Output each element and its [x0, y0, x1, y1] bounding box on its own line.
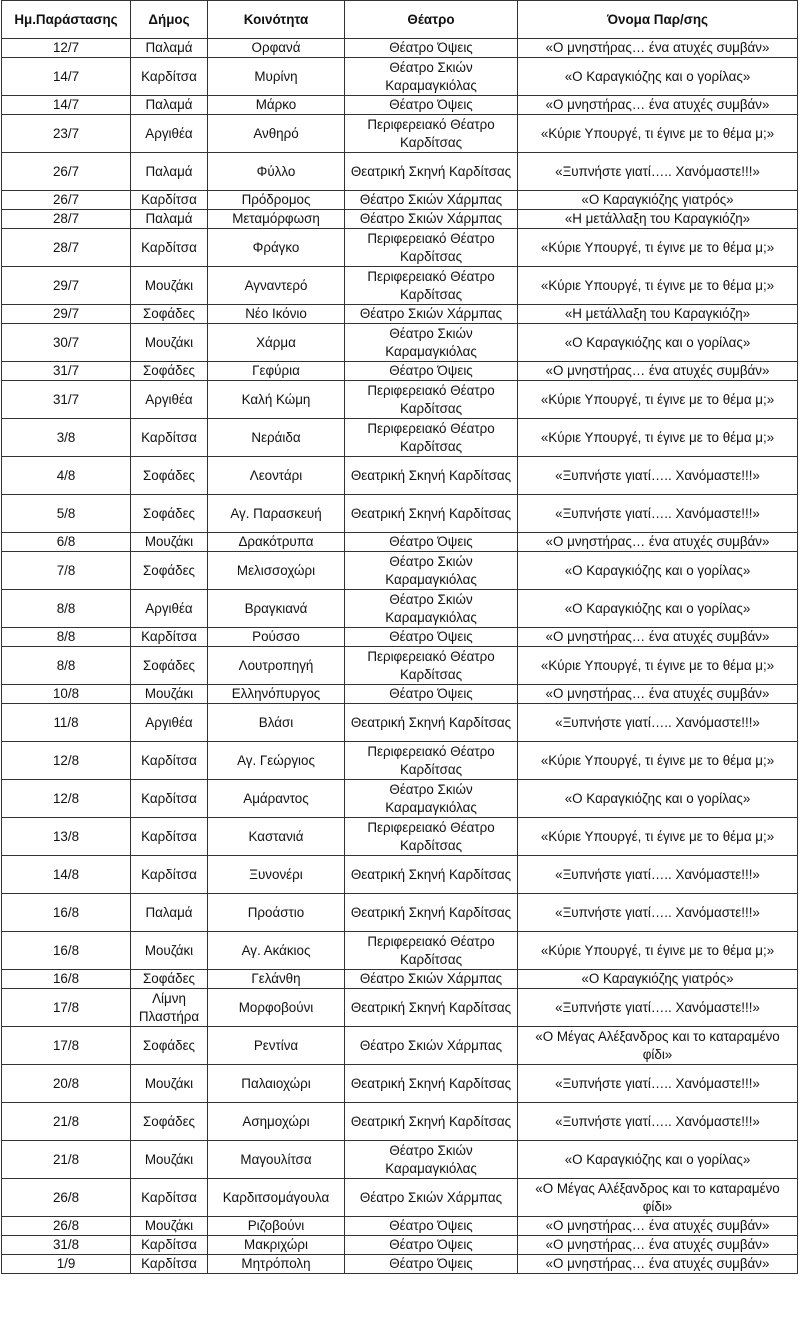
- table-row: [2, 210, 798, 229]
- cell-show: «Η μετάλλαξη του Καραγκιόζη»: [518, 210, 798, 229]
- cell-municipality: Μουζάκι: [131, 267, 208, 305]
- cell-municipality: Σοφάδες: [131, 362, 208, 381]
- cell-theater: Θέατρο Σκιών Καραμαγκιόλας: [345, 552, 518, 590]
- cell-municipality: Σοφάδες: [131, 552, 208, 590]
- cell-date: 7/8: [2, 552, 131, 590]
- table-row: [2, 39, 798, 58]
- table-row: [2, 381, 798, 419]
- cell-community: Νεράιδα: [208, 419, 345, 457]
- cell-theater: Θεατρική Σκηνή Καρδίτσας: [345, 1103, 518, 1141]
- cell-municipality: Μουζάκι: [131, 324, 208, 362]
- cell-theater: Θεατρική Σκηνή Καρδίτσας: [345, 495, 518, 533]
- cell-community: Αμάραντος: [208, 780, 345, 818]
- cell-community: Καστανιά: [208, 818, 345, 856]
- table-row: [2, 419, 798, 457]
- cell-date: 31/7: [2, 362, 131, 381]
- header-date: Ημ.Παράστασης: [2, 1, 131, 39]
- cell-show: «Ο Καραγκιόζης γιατρός»: [518, 970, 798, 989]
- cell-show: «Ο μνηστήρας… ένα ατυχές συμβάν»: [518, 1217, 798, 1236]
- cell-date: 14/8: [2, 856, 131, 894]
- cell-community: Μελισσοχώρι: [208, 552, 345, 590]
- cell-show: «Ο μνηστήρας… ένα ατυχές συμβάν»: [518, 533, 798, 552]
- table-row: [2, 970, 798, 989]
- cell-date: 5/8: [2, 495, 131, 533]
- cell-show: «Κύριε Υπουργέ, τι έγινε με το θέμα μ;»: [518, 932, 798, 970]
- table-row: [2, 267, 798, 305]
- table-row: [2, 115, 798, 153]
- cell-date: 6/8: [2, 533, 131, 552]
- cell-show: «Ξυπνήστε γιατί….. Χανόμαστε!!!»: [518, 989, 798, 1027]
- cell-date: 17/8: [2, 1027, 131, 1065]
- cell-date: 12/8: [2, 742, 131, 780]
- cell-community: Γεφύρια: [208, 362, 345, 381]
- table-row: [2, 647, 798, 685]
- cell-community: Μαγουλίτσα: [208, 1141, 345, 1179]
- cell-municipality: Μουζάκι: [131, 1065, 208, 1103]
- table-row: [2, 1217, 798, 1236]
- cell-date: 29/7: [2, 305, 131, 324]
- table-row: [2, 685, 798, 704]
- table-row: [2, 628, 798, 647]
- cell-theater: Θέατρο Όψεις: [345, 685, 518, 704]
- cell-show: «Κύριε Υπουργέ, τι έγινε με το θέμα μ;»: [518, 742, 798, 780]
- cell-community: Αγ. Ακάκιος: [208, 932, 345, 970]
- cell-show: «Ο μνηστήρας… ένα ατυχές συμβάν»: [518, 39, 798, 58]
- cell-community: Αγναντερό: [208, 267, 345, 305]
- cell-show: «Ο Καραγκιόζης και ο γορίλας»: [518, 552, 798, 590]
- cell-date: 23/7: [2, 115, 131, 153]
- table-row: [2, 457, 798, 495]
- cell-date: 28/7: [2, 229, 131, 267]
- cell-community: Αγ. Γεώργιος: [208, 742, 345, 780]
- table-body: [2, 39, 798, 1274]
- cell-theater: Θέατρο Όψεις: [345, 1217, 518, 1236]
- cell-municipality: Καρδίτσα: [131, 1179, 208, 1217]
- cell-theater: Περιφερειακό Θέατρο Καρδίτσας: [345, 647, 518, 685]
- cell-theater: Θέατρο Σκιών Χάρμπας: [345, 1179, 518, 1217]
- cell-community: Μακριχώρι: [208, 1236, 345, 1255]
- header-community: Κοινότητα: [208, 1, 345, 39]
- cell-community: Ρεντίνα: [208, 1027, 345, 1065]
- table-row: [2, 894, 798, 932]
- cell-date: 8/8: [2, 628, 131, 647]
- cell-date: 17/8: [2, 989, 131, 1027]
- table-row: [2, 533, 798, 552]
- cell-show: «Ο μνηστήρας… ένα ατυχές συμβάν»: [518, 1255, 798, 1274]
- cell-community: Λουτροπηγή: [208, 647, 345, 685]
- cell-show: «Κύριε Υπουργέ, τι έγινε με το θέμα μ;»: [518, 419, 798, 457]
- cell-municipality: Μουζάκι: [131, 685, 208, 704]
- cell-theater: Θεατρική Σκηνή Καρδίτσας: [345, 894, 518, 932]
- cell-theater: Θέατρο Όψεις: [345, 362, 518, 381]
- cell-show: «Κύριε Υπουργέ, τι έγινε με το θέμα μ;»: [518, 229, 798, 267]
- cell-theater: Θέατρο Σκιών Χάρμπας: [345, 210, 518, 229]
- cell-theater: Θέατρο Σκιών Καραμαγκιόλας: [345, 590, 518, 628]
- cell-community: Βλάσι: [208, 704, 345, 742]
- cell-show: «Κύριε Υπουργέ, τι έγινε με το θέμα μ;»: [518, 818, 798, 856]
- cell-community: Πρόδρομος: [208, 191, 345, 210]
- table-row: [2, 932, 798, 970]
- cell-community: Προάστιο: [208, 894, 345, 932]
- cell-date: 28/7: [2, 210, 131, 229]
- cell-community: Λεοντάρι: [208, 457, 345, 495]
- table-row: [2, 1236, 798, 1255]
- table-row: [2, 1141, 798, 1179]
- cell-date: 26/7: [2, 191, 131, 210]
- cell-municipality: Καρδίτσα: [131, 628, 208, 647]
- cell-theater: Θέατρο Όψεις: [345, 628, 518, 647]
- cell-municipality: Καρδίτσα: [131, 1236, 208, 1255]
- cell-municipality: Παλαμά: [131, 39, 208, 58]
- cell-theater: Θέατρο Όψεις: [345, 39, 518, 58]
- table-row: [2, 742, 798, 780]
- table-row: [2, 153, 798, 191]
- cell-date: 13/8: [2, 818, 131, 856]
- cell-theater: Θέατρο Όψεις: [345, 1236, 518, 1255]
- cell-show: «Ξυπνήστε γιατί….. Χανόμαστε!!!»: [518, 1103, 798, 1141]
- cell-municipality: Παλαμά: [131, 894, 208, 932]
- cell-community: Καλή Κώμη: [208, 381, 345, 419]
- table-row: [2, 1179, 798, 1217]
- cell-show: «Ο Καραγκιόζης και ο γορίλας»: [518, 1141, 798, 1179]
- cell-date: 16/8: [2, 932, 131, 970]
- cell-show: «Ο μνηστήρας… ένα ατυχές συμβάν»: [518, 685, 798, 704]
- cell-theater: Θέατρο Σκιών Καραμαγκιόλας: [345, 324, 518, 362]
- cell-date: 16/8: [2, 970, 131, 989]
- cell-show: «Ξυπνήστε γιατί….. Χανόμαστε!!!»: [518, 856, 798, 894]
- table-row: [2, 590, 798, 628]
- cell-municipality: Καρδίτσα: [131, 1255, 208, 1274]
- cell-municipality: Καρδίτσα: [131, 58, 208, 96]
- cell-date: 20/8: [2, 1065, 131, 1103]
- table-row: [2, 704, 798, 742]
- cell-show: «Ξυπνήστε γιατί….. Χανόμαστε!!!»: [518, 457, 798, 495]
- cell-community: Ξυνονέρι: [208, 856, 345, 894]
- cell-community: Φύλλο: [208, 153, 345, 191]
- cell-community: Ρούσσο: [208, 628, 345, 647]
- performances-table: [1, 0, 798, 1274]
- cell-date: 21/8: [2, 1141, 131, 1179]
- cell-community: Γελάνθη: [208, 970, 345, 989]
- table-row: [2, 552, 798, 590]
- cell-theater: Θέατρο Σκιών Χάρμπας: [345, 191, 518, 210]
- cell-show: «Ο Καραγκιόζης και ο γορίλας»: [518, 780, 798, 818]
- cell-municipality: Καρδίτσα: [131, 780, 208, 818]
- cell-community: Ριζοβούνι: [208, 1217, 345, 1236]
- cell-municipality: Λίμνη Πλαστήρα: [131, 989, 208, 1027]
- cell-theater: Περιφερειακό Θέατρο Καρδίτσας: [345, 267, 518, 305]
- cell-date: 26/8: [2, 1179, 131, 1217]
- cell-municipality: Μουζάκι: [131, 932, 208, 970]
- cell-date: 12/7: [2, 39, 131, 58]
- cell-show: «Ο μνηστήρας… ένα ατυχές συμβάν»: [518, 1236, 798, 1255]
- cell-theater: Περιφερειακό Θέατρο Καρδίτσας: [345, 932, 518, 970]
- cell-theater: Θεατρική Σκηνή Καρδίτσας: [345, 1065, 518, 1103]
- cell-date: 3/8: [2, 419, 131, 457]
- table-row: [2, 1027, 798, 1065]
- cell-date: 8/8: [2, 590, 131, 628]
- cell-theater: Θεατρική Σκηνή Καρδίτσας: [345, 457, 518, 495]
- cell-municipality: Σοφάδες: [131, 1103, 208, 1141]
- cell-municipality: Καρδίτσα: [131, 229, 208, 267]
- cell-municipality: Σοφάδες: [131, 495, 208, 533]
- cell-theater: Περιφερειακό Θέατρο Καρδίτσας: [345, 229, 518, 267]
- cell-community: Μορφοβούνι: [208, 989, 345, 1027]
- cell-date: 8/8: [2, 647, 131, 685]
- cell-theater: Θέατρο Όψεις: [345, 1255, 518, 1274]
- cell-date: 11/8: [2, 704, 131, 742]
- cell-date: 16/8: [2, 894, 131, 932]
- table-row: [2, 818, 798, 856]
- cell-date: 4/8: [2, 457, 131, 495]
- cell-community: Ανθηρό: [208, 115, 345, 153]
- cell-date: 21/8: [2, 1103, 131, 1141]
- cell-date: 12/8: [2, 780, 131, 818]
- cell-theater: Θεατρική Σκηνή Καρδίτσας: [345, 989, 518, 1027]
- cell-community: Βραγκιανά: [208, 590, 345, 628]
- cell-show: «Ξυπνήστε γιατί….. Χανόμαστε!!!»: [518, 153, 798, 191]
- cell-community: Χάρμα: [208, 324, 345, 362]
- cell-municipality: Παλαμά: [131, 210, 208, 229]
- cell-show: «Ο Καραγκιόζης και ο γορίλας»: [518, 58, 798, 96]
- cell-show: «Ο Καραγκιόζης γιατρός»: [518, 191, 798, 210]
- table-row: [2, 989, 798, 1027]
- cell-show: «Κύριε Υπουργέ, τι έγινε με το θέμα μ;»: [518, 647, 798, 685]
- cell-municipality: Σοφάδες: [131, 647, 208, 685]
- cell-theater: Θέατρο Σκιών Χάρμπας: [345, 1027, 518, 1065]
- table-row: [2, 324, 798, 362]
- cell-theater: Θέατρο Σκιών Χάρμπας: [345, 305, 518, 324]
- cell-municipality: Παλαμά: [131, 96, 208, 115]
- cell-municipality: Σοφάδες: [131, 1027, 208, 1065]
- header-show: Όνομα Παρ/σης: [518, 1, 798, 39]
- header-municipality: Δήμος: [131, 1, 208, 39]
- cell-show: «Ξυπνήστε γιατί….. Χανόμαστε!!!»: [518, 894, 798, 932]
- cell-theater: Περιφερειακό Θέατρο Καρδίτσας: [345, 818, 518, 856]
- table-row: [2, 1103, 798, 1141]
- cell-municipality: Σοφάδες: [131, 970, 208, 989]
- cell-municipality: Καρδίτσα: [131, 818, 208, 856]
- table-row: [2, 780, 798, 818]
- table-row: [2, 1255, 798, 1274]
- cell-municipality: Καρδίτσα: [131, 191, 208, 210]
- cell-community: Παλαιοχώρι: [208, 1065, 345, 1103]
- cell-community: Νέο Ικόνιο: [208, 305, 345, 324]
- cell-theater: Θέατρο Όψεις: [345, 533, 518, 552]
- cell-municipality: Μουζάκι: [131, 533, 208, 552]
- cell-theater: Θεατρική Σκηνή Καρδίτσας: [345, 704, 518, 742]
- table-row: [2, 1065, 798, 1103]
- cell-show: «Ο Καραγκιόζης και ο γορίλας»: [518, 590, 798, 628]
- cell-municipality: Μουζάκι: [131, 1141, 208, 1179]
- cell-municipality: Καρδίτσα: [131, 856, 208, 894]
- cell-municipality: Αργιθέα: [131, 590, 208, 628]
- cell-show: «Η μετάλλαξη του Καραγκιόζη»: [518, 305, 798, 324]
- cell-community: Δρακότρυπα: [208, 533, 345, 552]
- cell-community: Καρδιτσομάγουλα: [208, 1179, 345, 1217]
- cell-community: Αγ. Παρασκευή: [208, 495, 345, 533]
- cell-community: Μητρόπολη: [208, 1255, 345, 1274]
- cell-show: «Κύριε Υπουργέ, τι έγινε με το θέμα μ;»: [518, 381, 798, 419]
- cell-theater: Θέατρο Σκιών Χάρμπας: [345, 970, 518, 989]
- cell-community: Μάρκο: [208, 96, 345, 115]
- table-row: [2, 229, 798, 267]
- cell-municipality: Σοφάδες: [131, 305, 208, 324]
- table-row: [2, 495, 798, 533]
- table-row: [2, 96, 798, 115]
- cell-show: «Ξυπνήστε γιατί….. Χανόμαστε!!!»: [518, 704, 798, 742]
- cell-theater: Περιφερειακό Θέατρο Καρδίτσας: [345, 419, 518, 457]
- cell-community: Ασημοχώρι: [208, 1103, 345, 1141]
- cell-date: 26/8: [2, 1217, 131, 1236]
- cell-community: Φράγκο: [208, 229, 345, 267]
- cell-municipality: Παλαμά: [131, 153, 208, 191]
- cell-municipality: Καρδίτσα: [131, 419, 208, 457]
- cell-theater: Περιφερειακό Θέατρο Καρδίτσας: [345, 115, 518, 153]
- table-row: [2, 191, 798, 210]
- cell-show: «Ο Καραγκιόζης και ο γορίλας»: [518, 324, 798, 362]
- cell-show: «Ο Μέγας Αλέξανδρος και το καταραμένο φίδι»: [518, 1027, 798, 1065]
- cell-community: Μυρίνη: [208, 58, 345, 96]
- cell-date: 31/7: [2, 381, 131, 419]
- cell-theater: Θέατρο Σκιών Καραμαγκιόλας: [345, 1141, 518, 1179]
- header-row: [2, 1, 798, 39]
- cell-municipality: Αργιθέα: [131, 704, 208, 742]
- cell-date: 31/8: [2, 1236, 131, 1255]
- cell-municipality: Αργιθέα: [131, 115, 208, 153]
- cell-date: 1/9: [2, 1255, 131, 1274]
- cell-show: «Ξυπνήστε γιατί….. Χανόμαστε!!!»: [518, 1065, 798, 1103]
- table-header: [2, 1, 798, 39]
- cell-theater: Θεατρική Σκηνή Καρδίτσας: [345, 153, 518, 191]
- cell-community: Μεταμόρφωση: [208, 210, 345, 229]
- cell-theater: Θεατρική Σκηνή Καρδίτσας: [345, 856, 518, 894]
- cell-theater: Περιφερειακό Θέατρο Καρδίτσας: [345, 742, 518, 780]
- cell-show: «Κύριε Υπουργέ, τι έγινε με το θέμα μ;»: [518, 267, 798, 305]
- cell-date: 26/7: [2, 153, 131, 191]
- cell-show: «Ο μνηστήρας… ένα ατυχές συμβάν»: [518, 628, 798, 647]
- table-row: [2, 856, 798, 894]
- cell-municipality: Μουζάκι: [131, 1217, 208, 1236]
- cell-municipality: Σοφάδες: [131, 457, 208, 495]
- cell-date: 14/7: [2, 96, 131, 115]
- cell-theater: Περιφερειακό Θέατρο Καρδίτσας: [345, 381, 518, 419]
- table-row: [2, 305, 798, 324]
- cell-show: «Ο μνηστήρας… ένα ατυχές συμβάν»: [518, 96, 798, 115]
- cell-date: 29/7: [2, 267, 131, 305]
- header-theater: Θέατρο: [345, 1, 518, 39]
- cell-theater: Θέατρο Σκιών Καραμαγκιόλας: [345, 780, 518, 818]
- cell-theater: Θέατρο Σκιών Καραμαγκιόλας: [345, 58, 518, 96]
- cell-date: 14/7: [2, 58, 131, 96]
- cell-show: «Ο μνηστήρας… ένα ατυχές συμβάν»: [518, 362, 798, 381]
- table-row: [2, 362, 798, 381]
- cell-date: 10/8: [2, 685, 131, 704]
- cell-community: Ορφανά: [208, 39, 345, 58]
- cell-community: Ελληνόπυργος: [208, 685, 345, 704]
- cell-show: «Ο Μέγας Αλέξανδρος και το καταραμένο φίδι»: [518, 1179, 798, 1217]
- cell-show: «Κύριε Υπουργέ, τι έγινε με το θέμα μ;»: [518, 115, 798, 153]
- cell-municipality: Καρδίτσα: [131, 742, 208, 780]
- cell-date: 30/7: [2, 324, 131, 362]
- cell-show: «Ξυπνήστε γιατί….. Χανόμαστε!!!»: [518, 495, 798, 533]
- cell-municipality: Αργιθέα: [131, 381, 208, 419]
- cell-theater: Θέατρο Όψεις: [345, 96, 518, 115]
- table-row: [2, 58, 798, 96]
